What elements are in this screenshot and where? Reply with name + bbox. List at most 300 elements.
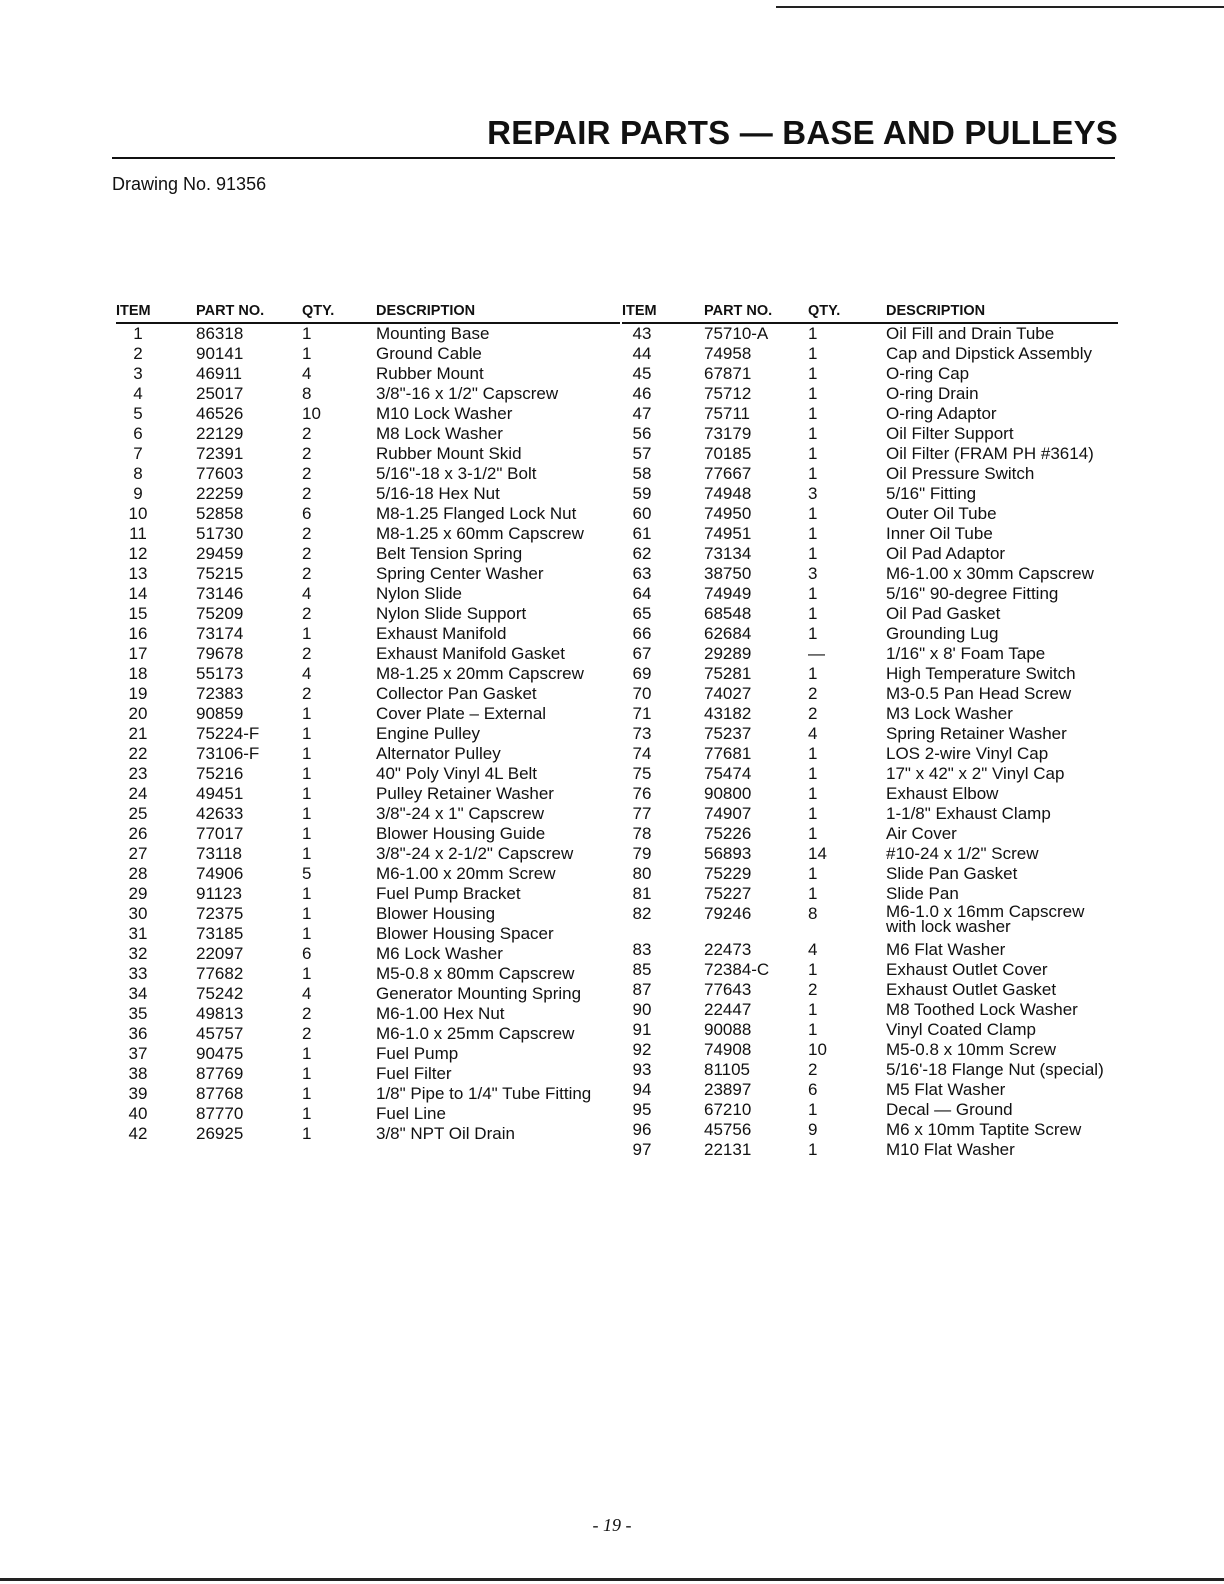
table-row <box>116 844 620 864</box>
part-number: 43182 <box>704 704 752 723</box>
part-number: 73179 <box>704 424 752 443</box>
quantity: 1 <box>302 964 312 983</box>
part-number: 22447 <box>704 1000 752 1019</box>
table-row <box>116 1004 620 1024</box>
description: M10 Lock Washer <box>376 404 513 423</box>
table-row <box>622 960 1118 980</box>
item-number: 63 <box>632 564 652 583</box>
table-row <box>116 484 620 504</box>
item-number: 26 <box>128 824 148 843</box>
quantity: 1 <box>808 404 818 423</box>
description: LOS 2-wire Vinyl Cap <box>886 744 1049 763</box>
part-number: 90475 <box>196 1044 244 1063</box>
quantity: 1 <box>808 344 818 363</box>
part-number: 75229 <box>704 864 752 883</box>
table-row <box>622 1080 1118 1100</box>
part-number: 38750 <box>704 564 752 583</box>
table-row <box>622 444 1118 464</box>
part-number: 72375 <box>196 904 244 923</box>
quantity: 1 <box>808 804 818 823</box>
description: Cap and Dipstick Assembly <box>886 344 1092 363</box>
description: M6 Lock Washer <box>376 944 503 963</box>
part-number: 22473 <box>704 940 752 959</box>
description: Exhaust Outlet Gasket <box>886 980 1057 999</box>
quantity: 14 <box>808 844 827 863</box>
item-number: 19 <box>128 684 148 703</box>
quantity: 2 <box>808 704 818 723</box>
table-row <box>622 1020 1118 1040</box>
table-row <box>116 344 620 364</box>
part-number: 22131 <box>704 1140 752 1159</box>
item-number: 27 <box>128 844 148 863</box>
quantity: 1 <box>808 1000 818 1019</box>
description: M8 Lock Washer <box>376 424 503 443</box>
description: Cover Plate – External <box>376 704 547 723</box>
quantity: 3 <box>808 484 818 503</box>
part-number: 77643 <box>704 980 752 999</box>
quantity: 6 <box>302 504 312 523</box>
table-row <box>622 544 1118 564</box>
part-number: 74027 <box>704 684 752 703</box>
table-row <box>116 464 620 484</box>
item-number: 58 <box>632 464 652 483</box>
table-row <box>622 844 1118 864</box>
table-row <box>116 624 620 644</box>
item-number: 74 <box>632 744 652 763</box>
part-number: 68548 <box>704 604 752 623</box>
quantity: 2 <box>808 1060 818 1079</box>
quantity: 1 <box>808 784 818 803</box>
description: M5-0.8 x 10mm Screw <box>886 1040 1057 1059</box>
description: Grounding Lug <box>886 624 999 643</box>
part-number: 77681 <box>704 744 752 763</box>
item-number: 21 <box>128 724 148 743</box>
table-row <box>116 564 620 584</box>
table-row <box>622 1060 1118 1080</box>
part-number: 46911 <box>196 364 243 383</box>
item-number: 13 <box>128 564 148 583</box>
item-number: 9 <box>133 484 143 503</box>
part-number: 74906 <box>196 864 244 883</box>
item-number: 81 <box>632 884 652 903</box>
quantity: 1 <box>808 424 818 443</box>
table-row <box>116 604 620 624</box>
quantity: 1 <box>808 444 818 463</box>
item-number: 40 <box>128 1104 148 1123</box>
quantity: 1 <box>302 704 312 723</box>
description: M8 Toothed Lock Washer <box>886 1000 1078 1019</box>
quantity: 1 <box>808 864 818 883</box>
description: M10 Flat Washer <box>886 1140 1015 1159</box>
quantity: 4 <box>302 664 312 683</box>
item-number: 29 <box>128 884 148 903</box>
item-number: 91 <box>632 1020 652 1039</box>
quantity: 8 <box>302 384 312 403</box>
quantity: 4 <box>302 584 312 603</box>
table-row <box>622 824 1118 844</box>
item-number: 31 <box>128 924 148 943</box>
col-header-part-no: PART NO. <box>704 302 808 323</box>
part-number: 90141 <box>196 344 244 363</box>
table-header-row <box>116 302 620 323</box>
description: M5-0.8 x 80mm Capscrew <box>376 964 575 983</box>
item-number: 6 <box>133 424 143 443</box>
item-number: 44 <box>632 344 652 363</box>
part-number: 73118 <box>196 844 243 863</box>
part-number: 87768 <box>196 1084 244 1103</box>
item-number: 60 <box>632 504 652 523</box>
description: Spring Retainer Washer <box>886 724 1067 743</box>
item-number: 83 <box>632 940 652 959</box>
description: Oil Pad Adaptor <box>886 544 1006 563</box>
item-number: 92 <box>632 1040 652 1059</box>
part-number: 25017 <box>196 384 244 403</box>
item-number: 10 <box>128 504 148 523</box>
part-number: 56893 <box>704 844 752 863</box>
description: Spring Center Washer <box>376 564 544 583</box>
description: M6-1.00 x 20mm Screw <box>376 864 556 883</box>
table-row <box>622 664 1118 684</box>
description: Fuel Filter <box>376 1064 452 1083</box>
description: Inner Oil Tube <box>886 524 993 543</box>
part-number: 29289 <box>704 644 752 663</box>
parts-table-right <box>622 302 1118 1160</box>
part-number: 49451 <box>196 784 244 803</box>
table-row <box>622 1000 1118 1020</box>
item-number: 61 <box>632 524 652 543</box>
quantity: 2 <box>302 1004 312 1023</box>
part-number: 72383 <box>196 684 244 703</box>
description: Belt Tension Spring <box>376 544 523 563</box>
table-row <box>116 1124 620 1144</box>
item-number: 78 <box>632 824 652 843</box>
description: Rubber Mount <box>376 364 484 383</box>
item-number: 16 <box>128 624 148 643</box>
quantity: 2 <box>302 604 312 623</box>
quantity: 1 <box>302 844 312 863</box>
description: O-ring Drain <box>886 384 979 403</box>
item-number: 85 <box>632 960 652 979</box>
part-number: 90800 <box>704 784 752 803</box>
item-number: 75 <box>632 764 652 783</box>
item-number: 4 <box>133 384 143 403</box>
table-row <box>622 940 1118 960</box>
description: Fuel Line <box>376 1104 446 1123</box>
item-number: 7 <box>133 444 143 463</box>
description: 17" x 42" x 2" Vinyl Cap <box>886 764 1065 783</box>
description: Exhaust Manifold <box>376 624 507 643</box>
description <box>886 904 1118 940</box>
part-number: 74949 <box>704 584 752 603</box>
quantity: 1 <box>808 884 818 903</box>
top-edge-rule <box>776 6 1224 8</box>
item-number: 5 <box>133 404 143 423</box>
description: Exhaust Outlet Cover <box>886 960 1048 979</box>
quantity: 1 <box>302 924 312 943</box>
description: #10-24 x 1/2" Screw <box>886 844 1039 863</box>
description: 1/8" Pipe to 1/4" Tube Fitting <box>376 1084 592 1103</box>
item-number: 3 <box>133 364 143 383</box>
quantity: 1 <box>302 324 312 343</box>
table-header-row <box>622 302 1118 323</box>
table-row <box>622 764 1118 784</box>
quantity: 2 <box>808 980 818 999</box>
table-row <box>622 364 1118 384</box>
description: M3-0.5 Pan Head Screw <box>886 684 1072 703</box>
item-number: 17 <box>128 644 148 663</box>
quantity: 2 <box>302 524 312 543</box>
description: 3/8" NPT Oil Drain <box>376 1124 515 1143</box>
item-number: 30 <box>128 904 148 923</box>
table-row <box>622 1100 1118 1120</box>
table-row <box>116 704 620 724</box>
description: 5/16"-18 x 3-1/2" Bolt <box>376 464 537 483</box>
item-number: 20 <box>128 704 148 723</box>
description: Decal — Ground <box>886 1100 1013 1119</box>
description: M8-1.25 x 60mm Capscrew <box>376 524 584 543</box>
table-row <box>116 1044 620 1064</box>
drawing-number: Drawing No. 91356 <box>112 174 267 194</box>
item-number: 11 <box>129 524 147 543</box>
description-line: M6-1.0 x 16mm Capscrew <box>886 902 1085 921</box>
item-number: 23 <box>128 764 148 783</box>
bottom-edge-rule <box>0 1578 1224 1581</box>
part-number: 75227 <box>704 884 752 903</box>
part-number: 70185 <box>704 444 752 463</box>
quantity: 1 <box>808 1020 818 1039</box>
description: O-ring Cap <box>886 364 970 383</box>
item-number: 12 <box>128 544 148 563</box>
table-row <box>116 724 620 744</box>
description: Air Cover <box>886 824 957 843</box>
description: Slide Pan <box>886 884 959 903</box>
item-number: 46 <box>632 384 652 403</box>
table-row <box>116 424 620 444</box>
table-row <box>622 864 1118 884</box>
description-line: with lock washer <box>886 917 1011 936</box>
part-number: 62684 <box>704 624 752 643</box>
description: Fuel Pump Bracket <box>376 884 521 903</box>
quantity: 4 <box>302 364 312 383</box>
part-number: 72384-C <box>704 960 770 979</box>
description: M6-1.00 x 30mm Capscrew <box>886 564 1094 583</box>
quantity: 6 <box>302 944 312 963</box>
quantity: 2 <box>302 544 312 563</box>
part-number: 49813 <box>196 1004 244 1023</box>
part-number: 75215 <box>196 564 244 583</box>
item-number: 42 <box>128 1124 148 1143</box>
item-number: 90 <box>632 1000 652 1019</box>
item-number: 22 <box>128 744 148 763</box>
quantity: 10 <box>302 404 321 423</box>
description: Nylon Slide Support <box>376 604 527 623</box>
item-number: 93 <box>632 1060 652 1079</box>
part-number: 51730 <box>196 524 244 543</box>
part-number: 74951 <box>704 524 752 543</box>
description: Alternator Pulley <box>376 744 501 763</box>
part-number: 46526 <box>196 404 244 423</box>
item-number: 18 <box>128 664 148 683</box>
table-row <box>116 1084 620 1104</box>
item-number: 82 <box>632 904 652 923</box>
item-number: 28 <box>128 864 148 883</box>
part-number: 75711 <box>704 404 751 423</box>
part-number: 73106-F <box>196 744 260 763</box>
table-row <box>116 1024 620 1044</box>
table-row <box>116 644 620 664</box>
description: 5/16" 90-degree Fitting <box>886 584 1059 603</box>
part-number: 26925 <box>196 1124 244 1143</box>
quantity: 1 <box>808 384 818 403</box>
quantity: — <box>808 644 825 663</box>
item-number: 67 <box>632 644 652 663</box>
table-row <box>622 644 1118 664</box>
col-header-qty: QTY. <box>808 302 886 323</box>
quantity: 9 <box>808 1120 818 1139</box>
part-number: 77667 <box>704 464 752 483</box>
table-row <box>622 744 1118 764</box>
description: 5/16-18 Hex Nut <box>376 484 500 503</box>
item-number: 87 <box>632 980 652 999</box>
item-number: 64 <box>632 584 652 603</box>
table-row <box>116 684 620 704</box>
quantity: 1 <box>302 1044 312 1063</box>
part-number: 75226 <box>704 824 752 843</box>
quantity: 3 <box>808 564 818 583</box>
part-number: 45756 <box>704 1120 752 1139</box>
part-number: 45757 <box>196 1024 244 1043</box>
description: Oil Filter Support <box>886 424 1014 443</box>
col-header-description: DESCRIPTION <box>886 302 1118 323</box>
quantity: 2 <box>808 684 818 703</box>
item-number: 37 <box>128 1044 148 1063</box>
table-row <box>622 404 1118 424</box>
item-number: 15 <box>128 604 148 623</box>
col-header-item: ITEM <box>622 302 662 323</box>
description: Nylon Slide <box>376 584 462 603</box>
table-row <box>622 804 1118 824</box>
item-number: 96 <box>632 1120 652 1139</box>
description: Fuel Pump <box>376 1044 459 1063</box>
part-number: 81105 <box>704 1060 751 1079</box>
part-number: 77682 <box>196 964 244 983</box>
description: Engine Pulley <box>376 724 480 743</box>
part-number: 87769 <box>196 1064 244 1083</box>
part-number: 75209 <box>196 604 244 623</box>
table-row <box>622 904 1118 940</box>
description: Blower Housing Spacer <box>376 924 554 943</box>
description: M6-1.00 Hex Nut <box>376 1004 505 1023</box>
table-row <box>622 884 1118 904</box>
table-row <box>116 1104 620 1124</box>
table-row <box>622 724 1118 744</box>
quantity: 1 <box>808 364 818 383</box>
description: 1-1/8" Exhaust Clamp <box>886 804 1051 823</box>
item-number: 59 <box>632 484 652 503</box>
part-number: 75216 <box>196 764 244 783</box>
quantity: 1 <box>808 324 818 343</box>
table-row <box>116 784 620 804</box>
table-row <box>116 864 620 884</box>
quantity: 2 <box>302 464 312 483</box>
description: Ground Cable <box>376 344 482 363</box>
quantity: 2 <box>302 484 312 503</box>
part-number: 73174 <box>196 624 244 643</box>
description: 3/8"-24 x 1" Capscrew <box>376 804 544 823</box>
table-row <box>116 964 620 984</box>
part-number: 42633 <box>196 804 244 823</box>
table-row <box>116 984 620 1004</box>
quantity: 2 <box>302 424 312 443</box>
description: Mounting Base <box>376 324 490 343</box>
part-number: 75474 <box>704 764 752 783</box>
table-row <box>622 564 1118 584</box>
item-number: 70 <box>632 684 652 703</box>
description: Generator Mounting Spring <box>376 984 582 1003</box>
description: Pulley Retainer Washer <box>376 784 554 803</box>
table-row <box>622 464 1118 484</box>
item-number: 71 <box>632 704 652 723</box>
quantity: 1 <box>302 624 312 643</box>
col-header-item: ITEM <box>116 302 160 323</box>
col-header-qty: QTY. <box>302 302 376 323</box>
description: 1/16" x 8' Foam Tape <box>886 644 1046 663</box>
quantity: 1 <box>302 1064 312 1083</box>
description: Oil Pressure Switch <box>886 464 1035 483</box>
parts-table-left <box>116 302 620 1144</box>
quantity: 1 <box>808 584 818 603</box>
quantity: 2 <box>302 444 312 463</box>
quantity: 1 <box>808 824 818 843</box>
part-number: 23897 <box>704 1080 752 1099</box>
quantity: 4 <box>808 724 818 743</box>
table-row <box>116 364 620 384</box>
description: Oil Filter (FRAM PH #3614) <box>886 444 1094 463</box>
part-number: 22129 <box>196 424 244 443</box>
part-number: 52858 <box>196 504 244 523</box>
quantity: 1 <box>302 344 312 363</box>
part-number: 77017 <box>196 824 244 843</box>
description: Collector Pan Gasket <box>376 684 537 703</box>
item-number: 43 <box>632 324 652 343</box>
quantity: 1 <box>808 1140 818 1159</box>
quantity: 2 <box>302 1024 312 1043</box>
table-row <box>622 584 1118 604</box>
description: M6 Flat Washer <box>886 940 1006 959</box>
item-number: 25 <box>128 804 148 823</box>
part-number: 74907 <box>704 804 752 823</box>
table-row <box>622 384 1118 404</box>
table-row <box>116 764 620 784</box>
item-number: 69 <box>632 664 652 683</box>
quantity: 1 <box>808 544 818 563</box>
table-row <box>622 484 1118 504</box>
item-number: 57 <box>632 444 652 463</box>
quantity: 1 <box>302 904 312 923</box>
quantity: 2 <box>302 564 312 583</box>
table-row <box>116 323 620 344</box>
description: Blower Housing <box>376 904 496 923</box>
table-row <box>116 804 620 824</box>
table-row <box>116 524 620 544</box>
quantity: 1 <box>808 624 818 643</box>
part-number: 29459 <box>196 544 244 563</box>
part-number: 79246 <box>704 904 752 923</box>
part-number: 75237 <box>704 724 752 743</box>
item-number: 94 <box>632 1080 652 1099</box>
title-rule <box>112 157 1115 159</box>
quantity: 1 <box>808 524 818 543</box>
